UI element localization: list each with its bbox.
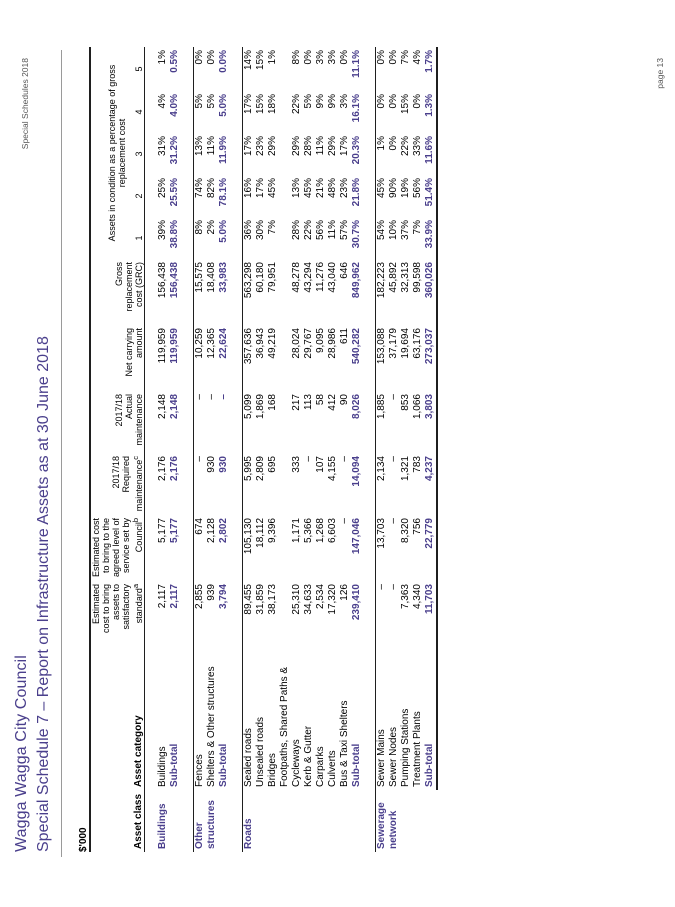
value-cell <box>279 259 291 325</box>
schedule-title: Special Schedule 7 – Report on Infrastructure Assets as at 30 June 2018 <box>35 336 52 852</box>
value-cell: 15,575 <box>194 259 207 325</box>
condition-pct-cell: 17% <box>255 178 266 199</box>
value-cell: 119,959 <box>169 328 180 364</box>
condition-pct-cell: 7% <box>400 50 411 65</box>
value-cell: 783 <box>412 456 423 473</box>
value-cell: 43,294 <box>303 262 314 293</box>
asset-category-cell: Sewer Nodes <box>388 726 399 787</box>
condition-pct-cell: 15% <box>400 94 411 115</box>
col-asset-class: Asset class <box>90 790 145 852</box>
asset-category-cell: Sub-total <box>218 743 229 787</box>
condition-pct-cell: 22% <box>303 220 314 241</box>
condition-pct-cell: 78.1% <box>218 178 229 207</box>
asset-category-cell: Buildings <box>157 746 168 787</box>
value-cell: 360,026 <box>424 259 437 325</box>
value-cell: 45,892 <box>388 262 399 293</box>
value-cell: 930 <box>206 456 217 473</box>
condition-pct-cell: 16% <box>243 175 256 217</box>
value-cell: 113 <box>303 394 314 410</box>
group-spacer <box>145 47 158 852</box>
table-row <box>327 47 339 852</box>
value-cell: 12,365 <box>206 328 217 359</box>
condition-pct-cell: 74% <box>194 175 207 217</box>
value-cell: 43,040 <box>327 262 338 293</box>
value-cell: – <box>218 394 229 400</box>
condition-pct-cell: 15% <box>255 94 266 115</box>
table-row <box>315 47 327 852</box>
value-cell: 412 <box>327 394 338 411</box>
value-cell: 646 <box>339 262 350 279</box>
condition-pct-cell <box>279 217 291 259</box>
value-cell: – <box>388 518 399 524</box>
asset-class-cell: Other structures <box>194 790 231 852</box>
value-cell: 7,363 <box>400 584 411 610</box>
condition-pct-cell: 9% <box>327 94 338 109</box>
value-cell: – <box>388 456 399 462</box>
value-cell: 18,112 <box>255 518 266 548</box>
condition-pct-cell: 25.5% <box>169 178 180 207</box>
condition-pct-cell: 0.0% <box>218 50 229 73</box>
col-condition-2: 2 <box>127 175 144 217</box>
table-row <box>255 47 267 852</box>
condition-pct-cell: 0% <box>388 94 399 109</box>
condition-pct-cell: 1.3% <box>424 91 437 133</box>
table-row <box>412 47 424 852</box>
table-row <box>243 47 256 852</box>
value-cell: 105,130 <box>243 515 256 581</box>
condition-pct-cell: 0% <box>194 47 207 91</box>
group-spacer <box>230 47 243 852</box>
asset-category-cell: Sub-total <box>424 645 437 790</box>
value-cell: 4,155 <box>327 456 338 482</box>
condition-pct-cell: 11.1% <box>351 50 362 78</box>
condition-pct-cell: 0.5% <box>169 50 180 73</box>
condition-pct-cell: 56% <box>315 220 326 241</box>
value-cell: 153,088 <box>376 325 389 391</box>
condition-pct-cell: 25% <box>157 178 168 199</box>
table-row <box>400 47 412 852</box>
value-cell: 217 <box>291 394 302 411</box>
value-cell <box>279 325 291 391</box>
condition-pct-cell: 37% <box>400 220 411 241</box>
condition-pct-cell: 13% <box>291 178 302 199</box>
col-condition-1: 1 <box>127 217 144 259</box>
value-cell: 5,177 <box>169 518 180 544</box>
condition-pct-cell: 5% <box>194 91 207 133</box>
asset-category-cell: Sub-total <box>169 743 180 787</box>
value-cell: 695 <box>267 456 278 473</box>
value-cell: 90 <box>339 394 350 406</box>
condition-pct-cell: 82% <box>206 178 217 199</box>
asset-category-cell: Shelters & Other structures <box>206 666 217 787</box>
table-row <box>267 47 279 852</box>
value-cell: 5,366 <box>303 518 314 544</box>
condition-pct-cell: 51.4% <box>424 175 437 217</box>
value-cell: 31,859 <box>255 584 266 615</box>
value-cell: 32,313 <box>400 262 411 293</box>
value-cell: 79,951 <box>267 262 278 293</box>
value-cell: 34,633 <box>303 584 314 615</box>
value-cell: 2,855 <box>194 581 207 645</box>
value-cell: 63,176 <box>412 328 423 359</box>
value-cell: 13,703 <box>376 515 389 581</box>
condition-pct-cell: 11.9% <box>218 136 229 164</box>
unit-label: $'000 <box>78 827 89 852</box>
condition-pct-cell: 0% <box>376 47 389 91</box>
value-cell: 2,809 <box>255 456 266 482</box>
value-cell: 37,179 <box>388 328 399 359</box>
asset-category-cell: Sub-total <box>351 743 362 787</box>
title-divider <box>61 50 62 857</box>
asset-category-cell: Pumping Stations <box>400 708 411 787</box>
subtotal-row <box>169 47 181 852</box>
value-cell: 17,320 <box>327 584 338 615</box>
value-cell: 28,986 <box>327 328 338 359</box>
condition-pct-cell: 23% <box>255 136 266 157</box>
value-cell: 273,037 <box>424 325 437 391</box>
condition-pct-cell: 54% <box>376 217 389 259</box>
condition-pct-cell: 3% <box>327 50 338 65</box>
condition-pct-cell: 21% <box>315 178 326 199</box>
value-cell: 930 <box>218 456 229 473</box>
value-cell: 611 <box>339 328 350 344</box>
value-cell: 25,310 <box>291 584 302 615</box>
value-cell: – <box>206 394 217 400</box>
value-cell: 11,276 <box>315 262 326 292</box>
value-cell: 8,320 <box>400 518 411 544</box>
value-cell: 239,410 <box>351 584 362 621</box>
condition-pct-cell: 0% <box>388 136 399 151</box>
value-cell: 2,176 <box>157 456 168 482</box>
page-number: page 13 <box>655 58 665 89</box>
value-cell: – <box>194 391 207 453</box>
value-cell: 540,282 <box>351 328 362 365</box>
condition-pct-cell: 0% <box>412 94 423 109</box>
asset-category-cell: Footpaths, Shared Paths & <box>279 666 290 787</box>
condition-pct-cell: 5% <box>206 94 217 109</box>
condition-pct-cell: 14% <box>243 47 256 91</box>
document-title: Special Schedules 2018 <box>20 58 30 150</box>
condition-pct-cell <box>279 133 291 175</box>
condition-pct-cell: 1.7% <box>424 47 437 91</box>
value-cell: 147,046 <box>351 518 362 555</box>
col-est-cost-agreed: Estimated cost to bring to the agreed level of service set by Council$^b$ <box>90 515 145 581</box>
condition-pct-cell: 30.7% <box>351 220 362 249</box>
condition-pct-cell: 48% <box>327 178 338 199</box>
value-cell: 5,177 <box>157 518 168 544</box>
condition-pct-cell: 56% <box>412 178 423 199</box>
condition-pct-cell: 18% <box>267 94 278 115</box>
value-cell: 168 <box>267 394 278 411</box>
condition-pct-cell: 19% <box>400 178 411 199</box>
value-cell: 36,943 <box>255 328 266 359</box>
asset-class-cell: Roads <box>243 790 364 852</box>
condition-pct-cell: 11% <box>315 136 326 156</box>
condition-pct-cell: 31% <box>157 136 168 157</box>
value-cell: 119,959 <box>157 328 168 364</box>
value-cell: 33,983 <box>218 262 229 293</box>
col-required-maintenance: 2017/18 Required maintenance$^c$ <box>90 453 145 515</box>
asset-category-cell: Unsealed roads <box>255 716 266 787</box>
asset-category-cell: Bridges <box>267 753 278 787</box>
value-cell: 756 <box>412 518 423 535</box>
col-condition-group: Assets in condition as a percentage of gross replacement cost <box>107 64 128 242</box>
infrastructure-table <box>89 47 438 852</box>
value-cell: 126 <box>339 584 350 601</box>
value-cell: 9,095 <box>315 328 326 354</box>
condition-pct-cell: 4% <box>412 50 423 65</box>
condition-pct-cell: 1% <box>157 50 168 65</box>
value-cell: 2,148 <box>157 394 168 420</box>
value-cell: – <box>388 584 399 590</box>
group-spacer <box>181 47 194 852</box>
condition-pct-cell: 5% <box>303 94 314 109</box>
value-cell: 1,066 <box>412 394 423 420</box>
condition-pct-cell: 22% <box>400 136 411 157</box>
value-cell: 99,598 <box>412 262 423 293</box>
condition-pct-cell: 11% <box>327 220 338 240</box>
table-row <box>388 47 400 852</box>
value-cell: – <box>303 456 314 462</box>
value-cell: – <box>388 394 399 400</box>
value-cell: 1,171 <box>291 518 302 544</box>
condition-pct-cell: 13% <box>194 133 207 175</box>
value-cell: 1,869 <box>255 394 266 420</box>
condition-pct-cell: 28% <box>291 220 302 241</box>
value-cell: 5,995 <box>243 453 256 515</box>
col-condition-4: 4 <box>127 91 144 133</box>
table-row <box>206 47 218 852</box>
value-cell: 5,099 <box>243 391 256 453</box>
asset-category-cell: Fences <box>194 645 207 790</box>
table-row <box>303 47 315 852</box>
value-cell: 563,298 <box>243 259 256 325</box>
table-row <box>339 47 351 852</box>
asset-category-cell: Treatment Plants <box>412 711 423 787</box>
condition-pct-cell: 0% <box>339 50 350 65</box>
group-spacer <box>363 47 376 852</box>
condition-pct-cell: 11% <box>206 136 217 156</box>
value-cell <box>279 515 291 581</box>
condition-pct-cell: 21.8% <box>351 178 362 207</box>
asset-category-cell: Kerb & Gutter <box>303 725 314 787</box>
condition-pct-cell: 23% <box>339 178 350 199</box>
condition-pct-cell: 7% <box>412 220 423 235</box>
condition-pct-cell: 9% <box>315 94 326 109</box>
table-row <box>194 47 207 852</box>
condition-pct-cell: 36% <box>243 217 256 259</box>
value-cell: 14,094 <box>351 456 362 487</box>
value-cell: 156,438 <box>169 262 180 299</box>
condition-pct-cell: 29% <box>267 136 278 157</box>
value-cell: 8,026 <box>351 394 362 420</box>
condition-pct-cell: 15% <box>255 50 266 71</box>
value-cell <box>279 453 291 515</box>
condition-pct-cell: 45% <box>267 178 278 199</box>
condition-pct-cell: 4% <box>157 94 168 109</box>
value-cell: 10,259 <box>194 325 207 391</box>
condition-pct-cell: 45% <box>303 178 314 199</box>
value-cell: 333 <box>291 456 302 473</box>
value-cell: 38,173 <box>267 584 278 615</box>
asset-class-cell: Sewerage network <box>376 790 438 852</box>
value-cell: 939 <box>206 584 217 601</box>
condition-pct-cell: 30% <box>255 220 266 241</box>
value-cell: 1,885 <box>376 391 389 453</box>
condition-pct-cell: 38.8% <box>169 220 180 249</box>
condition-pct-cell: 29% <box>291 136 302 157</box>
col-gross-replacement: Gross replacement cost (GRC) <box>90 259 145 325</box>
condition-pct-cell: 4.0% <box>169 94 180 117</box>
value-cell: 49,219 <box>267 328 278 359</box>
value-cell: 89,455 <box>243 581 256 645</box>
value-cell: 849,962 <box>351 262 362 299</box>
value-cell: 29,767 <box>303 328 314 359</box>
value-cell: 6,603 <box>327 518 338 544</box>
condition-pct-cell: 57% <box>339 220 350 241</box>
condition-pct-cell: 33.9% <box>424 217 437 259</box>
value-cell: 2,148 <box>169 394 180 420</box>
condition-pct-cell <box>279 47 291 91</box>
condition-pct-cell: 31.2% <box>169 136 180 165</box>
condition-pct-cell <box>279 91 291 133</box>
value-cell: 2,117 <box>169 584 180 609</box>
value-cell <box>279 581 291 645</box>
value-cell: 3,794 <box>218 584 229 610</box>
value-cell: 4,237 <box>424 453 437 515</box>
condition-pct-cell: 1% <box>267 50 278 65</box>
value-cell: 48,278 <box>291 262 302 293</box>
condition-pct-cell: 0% <box>206 50 217 65</box>
asset-category-cell: Sewer Mains <box>376 645 389 790</box>
value-cell: 4,340 <box>412 584 423 610</box>
value-cell: 2,176 <box>169 456 180 482</box>
value-cell: 60,180 <box>255 262 266 293</box>
condition-pct-cell: 5.0% <box>218 94 229 117</box>
org-title: Wagga Wagga City Council <box>13 655 30 852</box>
condition-pct-cell: 22% <box>291 94 302 115</box>
col-condition-5: 5 <box>127 47 144 91</box>
condition-pct-cell: 0% <box>303 50 314 65</box>
condition-pct-cell: 45% <box>376 175 389 217</box>
value-cell: 2,134 <box>376 453 389 515</box>
col-asset-category: Asset category <box>90 645 145 790</box>
condition-pct-cell: 20.3% <box>351 136 362 165</box>
value-cell: 182,223 <box>376 259 389 325</box>
table-row <box>291 47 303 852</box>
value-cell: 11,703 <box>424 581 437 645</box>
value-cell: 58 <box>315 394 326 406</box>
value-cell: 28,024 <box>291 328 302 359</box>
value-cell: 2,128 <box>206 518 217 544</box>
value-cell: 22,779 <box>424 515 437 581</box>
condition-pct-cell: 90% <box>388 178 399 199</box>
asset-category-cell: Carparks <box>315 746 326 787</box>
condition-pct-cell: 28% <box>303 136 314 157</box>
condition-pct-cell: 17% <box>243 91 256 133</box>
asset-category-cell: Bus & Taxi Shelters <box>339 700 350 787</box>
value-cell: 1,321 <box>400 456 411 482</box>
value-cell: 1,268 <box>315 518 326 544</box>
subtotal-row <box>351 47 363 852</box>
col-net-carrying: Net carrying amount <box>90 325 145 391</box>
table-row <box>157 47 169 852</box>
value-cell: – <box>376 581 389 645</box>
value-cell: 18,408 <box>206 262 217 293</box>
subtotal-row <box>424 47 437 852</box>
value-cell: 357,636 <box>243 325 256 391</box>
value-cell: 107 <box>315 456 326 473</box>
condition-pct-cell: 0% <box>388 50 399 65</box>
condition-pct-cell: 1% <box>376 133 389 175</box>
value-cell: – <box>194 453 207 515</box>
condition-pct-cell: 3% <box>315 50 326 65</box>
value-cell: 156,438 <box>157 262 168 299</box>
condition-pct-cell: 7% <box>267 220 278 235</box>
condition-pct-cell: 5.0% <box>218 220 229 243</box>
condition-pct-cell: 3% <box>339 94 350 109</box>
asset-category-cell: Cycleways <box>291 739 302 787</box>
condition-pct-cell: 16.1% <box>351 94 362 123</box>
condition-pct-cell: 33% <box>412 136 423 157</box>
asset-category-cell: Sealed roads <box>243 645 256 790</box>
condition-pct-cell: 8% <box>291 50 302 65</box>
value-cell: – <box>339 456 350 462</box>
col-est-cost-satisfactory: Estimated cost to bring assets to satisfactory standard$^a$ <box>90 581 145 645</box>
condition-pct-cell: 17% <box>339 136 350 157</box>
condition-pct-cell: 0% <box>376 91 389 133</box>
condition-pct-cell: 2% <box>206 220 217 235</box>
value-cell: 9,396 <box>267 518 278 544</box>
value-cell: 3,803 <box>424 391 437 453</box>
value-cell: – <box>339 518 350 524</box>
value-cell: 19,694 <box>400 328 411 359</box>
table-row <box>376 47 389 852</box>
col-actual-maintenance: 2017/18 Actual maintenance <box>90 391 145 453</box>
condition-pct-cell: 8% <box>194 217 207 259</box>
value-cell: 2,534 <box>315 584 326 610</box>
condition-pct-cell <box>279 175 291 217</box>
asset-class-cell: Buildings <box>157 803 168 849</box>
condition-pct-cell: 10% <box>388 220 399 241</box>
subtotal-row <box>218 47 230 852</box>
asset-category-cell: Culverts <box>327 750 338 787</box>
condition-pct-cell: 11.6% <box>424 133 437 175</box>
col-condition-3: 3 <box>127 133 144 175</box>
condition-pct-cell: 39% <box>157 220 168 241</box>
table-row <box>279 47 291 852</box>
value-cell: 853 <box>400 394 411 411</box>
table-body <box>145 47 438 852</box>
value-cell <box>279 391 291 453</box>
value-cell: 2,802 <box>218 518 229 544</box>
value-cell: 22,624 <box>218 328 229 359</box>
condition-pct-cell: 17% <box>243 133 256 175</box>
condition-pct-cell: 29% <box>327 136 338 157</box>
value-cell: 674 <box>194 515 207 581</box>
value-cell: 2,117 <box>157 584 168 609</box>
